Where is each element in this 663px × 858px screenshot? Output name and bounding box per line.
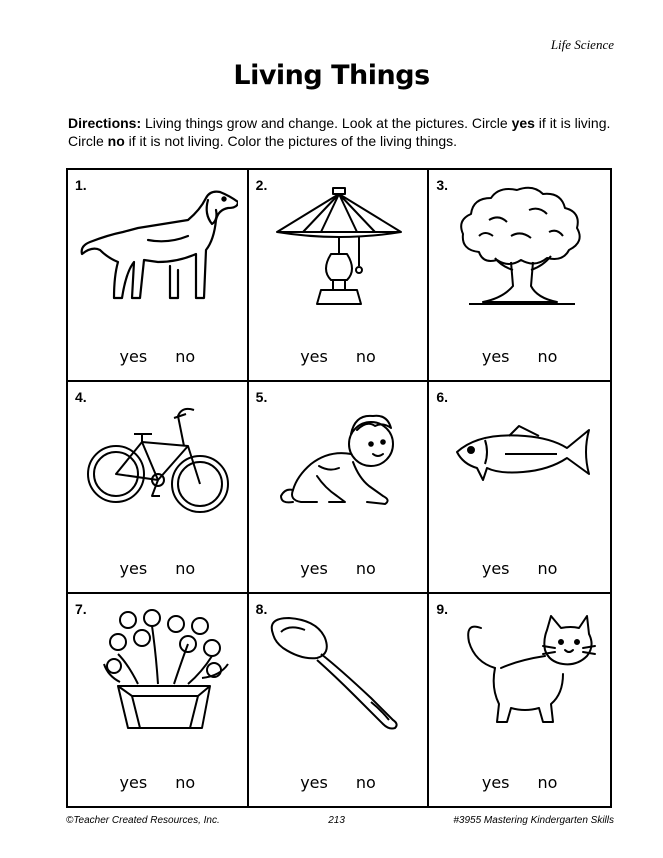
yes-option[interactable]: yes [300,347,328,366]
item-number: 5. [255,389,268,405]
answer-choices [429,347,610,366]
no-option[interactable]: no [355,347,376,366]
answer-choices [68,559,247,578]
yes-option[interactable]: yes [481,559,510,578]
page-title: Living Things [233,60,430,91]
spoon-icon [259,604,419,734]
directions-yes-word: yes [511,115,535,131]
item-number: 1. [75,177,87,193]
fish-icon [439,392,599,522]
answer-choices [429,559,610,578]
bicycle-icon [78,392,238,522]
answer-choices [249,559,428,578]
item-cell [68,594,249,806]
answer-choices [249,773,428,792]
directions-text-3: if it is not living. Color the pictures of the living things. [124,133,458,149]
directions-text-1: Living things grow and change. Look at the pictures. Circle [141,115,512,131]
yes-option[interactable]: yes [481,347,510,366]
baby-icon [259,392,419,522]
answer-choices [68,773,247,792]
copyright-text: ©Teacher Created Resources, Inc. [66,815,220,826]
item-cell [429,594,610,806]
item-cell [68,382,249,594]
item-cell [68,170,249,382]
no-option[interactable]: no [355,773,376,792]
yes-option[interactable]: yes [119,347,148,366]
item-number: 9. [436,601,449,617]
no-option[interactable]: no [537,559,558,578]
tree-icon [439,180,599,310]
item-cell [429,170,610,382]
yes-option[interactable]: yes [119,559,148,578]
no-option[interactable]: no [355,559,376,578]
yes-option[interactable]: yes [481,773,510,792]
yes-option[interactable]: yes [300,559,328,578]
no-option[interactable]: no [537,773,558,792]
answer-choices [68,347,247,366]
item-number: 2. [255,177,268,193]
answer-choices [429,773,610,792]
no-option[interactable]: no [537,347,558,366]
yes-option[interactable]: yes [300,773,328,792]
item-number: 4. [75,389,87,405]
directions-text-2: if it is living. Circle [68,115,611,149]
subject-label: Life Science [550,37,614,52]
page-footer [66,815,614,826]
item-cell [429,382,610,594]
answer-choices [249,347,428,366]
yes-option[interactable]: yes [119,773,148,792]
dog-icon [78,180,238,310]
item-cell [249,594,430,806]
item-number: 6. [436,389,449,405]
no-option[interactable]: no [175,773,196,792]
cat-icon [439,604,599,734]
potted-plant-icon [78,604,238,734]
item-cell [249,382,430,594]
book-title: #3955 Mastering Kindergarten Skills [453,815,614,826]
lamp-icon [259,180,419,310]
directions-label: Directions: [68,115,142,131]
item-number: 7. [75,601,87,617]
no-option[interactable]: no [175,347,196,366]
worksheet-grid [66,168,612,808]
directions [68,114,613,150]
item-number: 8. [255,601,268,617]
directions-no-word: no [107,133,125,149]
no-option[interactable]: no [175,559,196,578]
page-number: 213 [328,815,345,826]
item-cell [249,170,430,382]
item-number: 3. [436,177,449,193]
